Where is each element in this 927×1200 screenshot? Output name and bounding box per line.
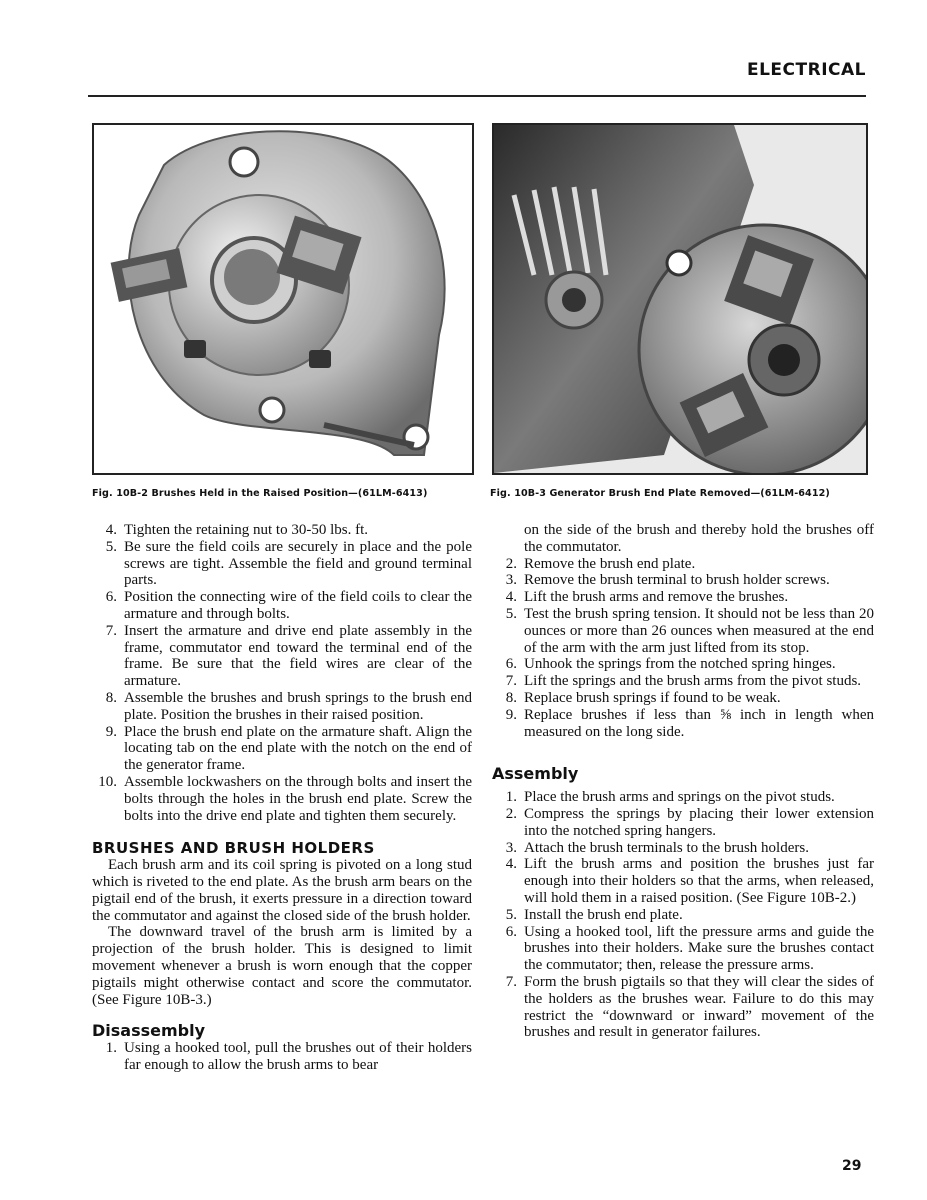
list-item: 1. Using a hooked tool, pull the brushes out of their holders far enough to allow the brush arms to bear xyxy=(105,1040,472,1073)
assembly-steps-list xyxy=(492,789,874,1041)
list-item: 7. Insert the armature and drive end plate assembly in the frame, commutator end toward the terminal end of the frame. Be sure that the field wires are clear of the armature. xyxy=(105,622,472,690)
disassembly-heading: Disassembly xyxy=(92,1021,206,1041)
list-item: 8. Assemble the brushes and brush springs to the brush end plate. Position the brushes in their raised position. xyxy=(105,689,472,723)
right-column xyxy=(492,522,874,1041)
list-item: 5. Test the brush spring tension. It should not be less than 20 ounces or more than 26 ounces when measured at the end of the arm with the arm just lifted from its stop. xyxy=(505,605,874,656)
list-item: 4. Tighten the retaining nut to 30-50 lbs. ft. xyxy=(105,522,369,538)
figure-caption-10b-3: Fig. 10B-3 Generator Brush End Plate Removed—(61LM-6412) xyxy=(490,488,830,499)
generator-end-plate-photo xyxy=(494,125,866,473)
list-item: 1. Place the brush arms and springs on the pivot studs. xyxy=(505,789,835,806)
disassembly-steps-list xyxy=(92,1040,472,1074)
assembly-heading: Assembly xyxy=(492,764,579,784)
list-item: 2. Compress the springs by placing their lower extension into the notched spring hangers. xyxy=(505,805,874,839)
disassembly-steps-continued xyxy=(492,522,874,740)
list-item: 8. Replace brush springs if found to be weak. xyxy=(505,689,781,706)
list-item: 5. Install the brush end plate. xyxy=(505,906,683,923)
list-item: 3. Remove the brush terminal to brush holder screws. xyxy=(505,572,830,589)
list-item: 4. Lift the brush arms and remove the brushes. xyxy=(505,589,789,606)
list-item: 3. Attach the brush terminals to the brush holders. xyxy=(505,839,809,856)
list-item: 10. Assemble lockwashers on the through bolts and insert the bolts through the holes in the brush end plate. Screw the bolts into the drive end plate and tighten them securely. xyxy=(98,773,472,824)
list-item: 6. Using a hooked tool, lift the pressure arms and guide the brushes into their holders. Make sure the brushes contact the commutator; then, release the pressure arms. xyxy=(505,923,874,974)
brush-end-plate-photo xyxy=(94,125,472,473)
page-number: 29 xyxy=(842,1158,862,1174)
disassembly-step-1-continued: on the side of the brush and thereby hold the brushes off the commutator. xyxy=(524,522,874,555)
left-column xyxy=(92,522,472,1074)
list-item: 2. Remove the brush end plate. xyxy=(505,555,696,572)
list-item: 4. Lift the brush arms and position the brushes just far enough into their holders so that the arms, when released, will hold them in a raised position. (See Figure 10B-2.) xyxy=(505,856,874,906)
list-item xyxy=(492,522,874,556)
brushes-paragraph-2: The downward travel of the brush arm is limited by a projection of the brush holder. This is designed to limit movement whenever a brush is worn enough that the copper pigtails might otherwise contact and score the commutator. (See Figure 10B-3.) xyxy=(92,924,472,1008)
figure-generator-end-plate-removed xyxy=(492,123,868,475)
page-header-title: ELECTRICAL xyxy=(746,60,866,80)
figure-brush-end-plate-raised xyxy=(92,123,474,475)
figure-caption-10b-2: Fig. 10B-2 Brushes Held in the Raised Position—(61LM-6413) xyxy=(92,488,428,499)
list-item: 5. Be sure the field coils are securely in place and the pole screws are tight. Assemble the field and ground terminal parts. xyxy=(105,538,472,589)
list-item: 9. Replace brushes if less than ⅝ inch in length when measured on the long side. xyxy=(505,706,874,740)
list-item: 7. Form the brush pigtails so that they will clear the sides of the holders as the brushes wear. Failure to do this may restrict the “downward or inward” movement of the brushes and result in generator failures. xyxy=(505,973,874,1041)
reassembly-steps-list xyxy=(92,522,472,824)
list-item: 6. Position the connecting wire of the field coils to clear the armature and through bolts. xyxy=(105,589,472,622)
list-item: 6. Unhook the springs from the notched spring hinges. xyxy=(505,656,836,673)
header-rule xyxy=(88,95,866,97)
list-item: 9. Place the brush end plate on the armature shaft. Align the locating tab on the end plate with the notch on the end of the generator frame. xyxy=(105,723,472,774)
brushes-section-heading: BRUSHES AND BRUSH HOLDERS xyxy=(92,839,375,858)
brushes-paragraph-1: Each brush arm and its coil spring is pivoted on a long stud which is riveted to the end plate. As the brush arm bears on the pigtail end of the brush, it exerts pressure in a direction toward the commutator and against the closed side of the brush holder. xyxy=(92,857,472,924)
list-item: 7. Lift the springs and the brush arms from the pivot studs. xyxy=(505,673,862,690)
